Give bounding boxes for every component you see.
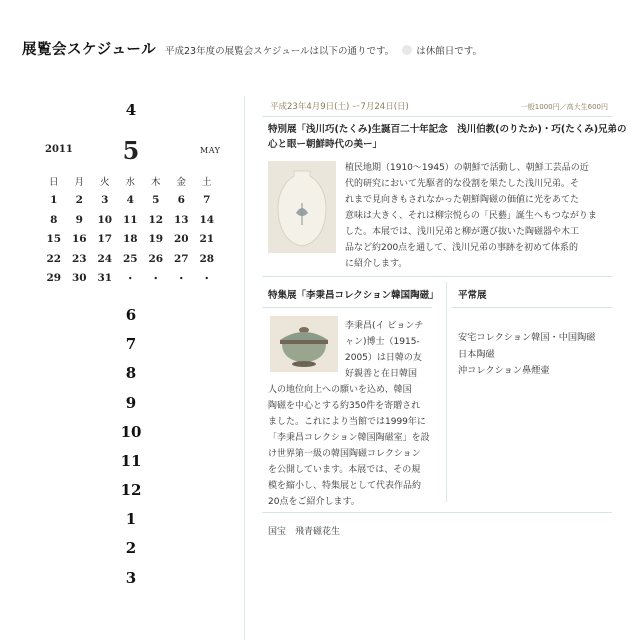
exhibition1-price: 一般1000円／高大生600円 xyxy=(520,103,608,111)
calendar-day: 7 xyxy=(203,194,211,207)
month-label-10: 10 xyxy=(120,423,142,441)
exhibition2-title: 特集展「李秉昌コレクション韓国陶磁」 xyxy=(268,290,439,301)
weekday-sat: 土 xyxy=(201,176,212,188)
exhibition1-period: 平成23年4月9日(土) ー7月24日(日) xyxy=(270,102,409,112)
weekday-thu: 木 xyxy=(150,176,161,188)
regular-exhibition-list xyxy=(458,330,595,380)
exhibition1-text-line: 植民地期（1910〜1945）の朝鮮で活動し、朝鮮工芸品の近 xyxy=(345,163,589,173)
calendar-week-row xyxy=(41,230,220,250)
exhibition1-title-line2: 心と眼ー朝鮮時代の美ー」 xyxy=(268,139,383,150)
calendar-day: ・ xyxy=(201,272,212,285)
divider-line xyxy=(262,307,432,308)
exhibition2-text-line: 好親善と在日韓国 xyxy=(345,369,418,379)
month-label-9: 9 xyxy=(125,394,137,412)
calendar-week-row xyxy=(41,210,220,230)
calendar-day: 18 xyxy=(122,233,138,246)
calendar-day: 4 xyxy=(126,194,134,207)
exhibition1-title xyxy=(268,122,627,152)
month-label-1: 1 xyxy=(125,510,137,528)
exhibition2-text-line: 2005）は日韓の友 xyxy=(345,353,422,363)
calendar-day: 17 xyxy=(97,233,113,246)
calendar-day: 15 xyxy=(46,233,62,246)
exhibition1-text-line: 代的研究において先駆者的な役割を果たした浅川兄弟。そ xyxy=(345,179,580,189)
exhibition1-text-line: 品など約200点を通して、浅川兄弟の事跡を初めて体系的 xyxy=(345,243,578,253)
calendar-day: 2 xyxy=(75,194,83,207)
calendar-week-row xyxy=(41,191,220,211)
calendar-day: 20 xyxy=(173,233,189,246)
calendar-day: 24 xyxy=(97,252,113,265)
exhibition2-text-line: 20点をご紹介します。 xyxy=(268,497,360,507)
closed-day-swatch xyxy=(402,45,412,55)
exhibition2-text-line: け世界第一級の韓国陶磁コレクション xyxy=(268,449,421,459)
closed-day-note: は休館日です。 xyxy=(416,46,483,57)
month-label-11: 11 xyxy=(120,452,142,470)
calendar-day: 30 xyxy=(71,272,87,285)
calendar-day: 5 xyxy=(152,194,160,207)
exhibition2-text-line: 李秉昌(イ ビョンチ xyxy=(345,321,424,331)
month-label-2: 2 xyxy=(125,539,137,557)
calendar-day: 8 xyxy=(50,213,58,226)
calendar-day: ・ xyxy=(150,272,161,285)
exhibition1-text-line: れまで見向きもされなかった朝鮮陶磁の価値に光をあてた xyxy=(345,195,580,205)
calendar-day: 25 xyxy=(122,252,138,265)
calendar-day: 29 xyxy=(46,272,62,285)
exhibition2-text-line: 人の地位向上への願いを込め、韓国 xyxy=(268,385,412,395)
weekday-tue: 火 xyxy=(99,176,110,188)
divider-line xyxy=(262,276,612,277)
calendar-day: 1 xyxy=(50,194,58,207)
weekday-fri: 金 xyxy=(176,176,186,188)
month-label-8: 8 xyxy=(125,364,137,382)
divider-line xyxy=(452,307,612,308)
calendar-day: 26 xyxy=(148,252,164,265)
calendar-day: 13 xyxy=(173,213,189,226)
exhibition1-description xyxy=(345,160,615,272)
column-divider xyxy=(244,96,245,640)
calendar-day: 14 xyxy=(199,213,215,226)
calendar-day: 10 xyxy=(97,213,113,226)
calendar-day: 9 xyxy=(75,213,83,226)
calendar-day: 21 xyxy=(199,233,215,246)
page-header xyxy=(22,38,156,59)
exhibition1-text-line: に紹介します。 xyxy=(345,259,408,269)
divider-line xyxy=(262,512,612,513)
calendar-current-month: 5 xyxy=(122,136,140,165)
white-porcelain-vase-image xyxy=(268,161,336,253)
page-title: 展覧会スケジュール xyxy=(22,42,157,58)
regular-exhibition-item: 沖コレクション鼻煙壷 xyxy=(458,365,550,376)
exhibition2-text-line: 陶磁を中心とする約350件を寄贈され xyxy=(268,401,421,411)
schedule-note: 平成23年度の展覧会スケジュールは以下の通りです。 xyxy=(165,46,395,57)
exhibition2-text-line: 「李秉昌コレクション韓国陶磁室」を設 xyxy=(268,433,430,443)
calendar-week-row xyxy=(41,249,220,269)
month-label-4: 4 xyxy=(125,101,137,119)
exhibition2-text-line: を公開しています。本展では、その規 xyxy=(268,465,421,475)
exhibition1-text-line: 意味は大きく、それは柳宗悦らの「民藝」誕生へもつながりま xyxy=(345,211,597,221)
month-label-12: 12 xyxy=(120,481,142,499)
calendar-day: ・ xyxy=(176,272,187,285)
exhibition2-text-full xyxy=(268,382,430,510)
regular-exhibition-title: 平常展 xyxy=(458,290,487,301)
exhibition1-text-line: した。本展では、浅川兄弟と柳が選び抜いた陶磁器や木工 xyxy=(345,227,580,237)
exhibition2-text-line: ました。これにより当館では1999年に xyxy=(268,417,426,427)
divider-line xyxy=(262,116,612,117)
calendar-day: 28 xyxy=(199,252,215,265)
weekday-header-row xyxy=(41,171,220,191)
exhibition1-title-line1: 特別展「浅川巧(たくみ)生誕百二十年記念 浅川伯教(のりたか)・巧(たくみ)兄弟の xyxy=(268,124,627,135)
regular-exhibition-item: 安宅コレクション韓国・中国陶磁 xyxy=(458,332,596,343)
calendar-day: 22 xyxy=(46,252,62,265)
exhibition2-text-beside xyxy=(345,318,423,382)
weekday-wed: 水 xyxy=(125,176,135,188)
calendar-week-row xyxy=(41,269,220,289)
calendar-day: 16 xyxy=(71,233,87,246)
calendar-day: 6 xyxy=(177,194,185,207)
calendar-day: 12 xyxy=(148,213,164,226)
calendar-day: 23 xyxy=(71,252,87,265)
calendar-day: ・ xyxy=(125,272,136,285)
section-divider-vertical xyxy=(446,282,447,502)
exhibition2-text-line: ャン)博士（1915- xyxy=(345,337,420,347)
calendar-month-english: MAY xyxy=(200,146,221,155)
national-treasure-label: 国宝 飛青磁花生 xyxy=(268,527,341,537)
page-subtitle xyxy=(165,43,482,57)
weekday-mon: 月 xyxy=(74,176,84,188)
calendar-day: 19 xyxy=(148,233,164,246)
calendar-day: 31 xyxy=(97,272,113,285)
celadon-covered-bowl-image xyxy=(270,316,338,372)
calendar-day: 11 xyxy=(122,213,138,226)
month-label-7: 7 xyxy=(125,335,137,353)
weekday-sun: 日 xyxy=(48,176,59,188)
month-label-6: 6 xyxy=(125,306,137,324)
month-label-3: 3 xyxy=(125,569,137,587)
regular-exhibition-item: 日本陶磁 xyxy=(458,348,495,360)
exhibition2-text-line: 模を縮小し、特集展として代表作品約 xyxy=(268,481,422,491)
calendar-grid xyxy=(41,171,220,288)
calendar-year: 2011 xyxy=(45,144,73,155)
calendar-day: 27 xyxy=(173,252,189,265)
calendar-day: 3 xyxy=(101,194,109,207)
